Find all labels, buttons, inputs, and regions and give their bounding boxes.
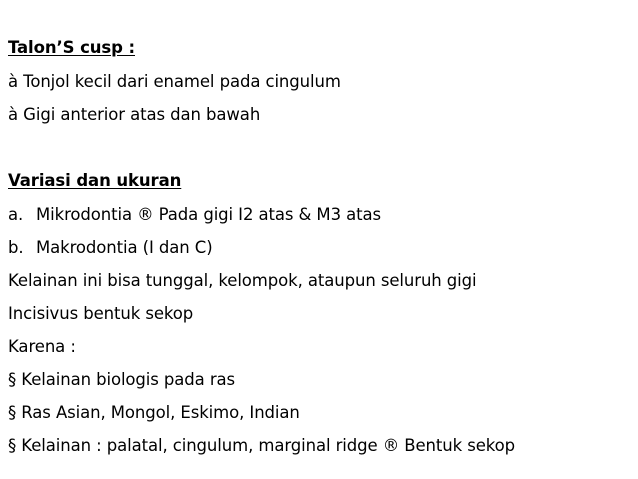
variasi-heading: Variasi dan ukuran: [8, 171, 182, 190]
bullet-line-1: § Kelainan biologis pada ras: [8, 370, 236, 389]
karena-line: Karena :: [8, 337, 76, 356]
list-text: Mikrodontia ® Pada gigi I2 atas & M3 atas: [36, 205, 382, 224]
list-marker: b.: [8, 238, 24, 257]
talon-cusp-line-2: à Gigi anterior atas dan bawah: [8, 105, 261, 124]
kelainan-line: Kelainan ini bisa tunggal, kelompok, ataupun seluruh gigi: [8, 271, 477, 290]
list-text: Makrodontia (I dan C): [36, 238, 213, 257]
list-item-b: [8, 238, 213, 258]
incisivus-line: Incisivus bentuk sekop: [8, 304, 194, 323]
list-marker: a.: [8, 205, 24, 224]
bullet-line-2: § Ras Asian, Mongol, Eskimo, Indian: [8, 403, 300, 422]
bullet-line-3: § Kelainan : palatal, cingulum, marginal ridge ® Bentuk sekop: [8, 436, 516, 455]
talon-cusp-heading: Talon’S cusp :: [8, 38, 135, 57]
list-item-a: [8, 205, 381, 225]
talon-cusp-line-1: à Tonjol kecil dari enamel pada cingulum: [8, 72, 341, 91]
